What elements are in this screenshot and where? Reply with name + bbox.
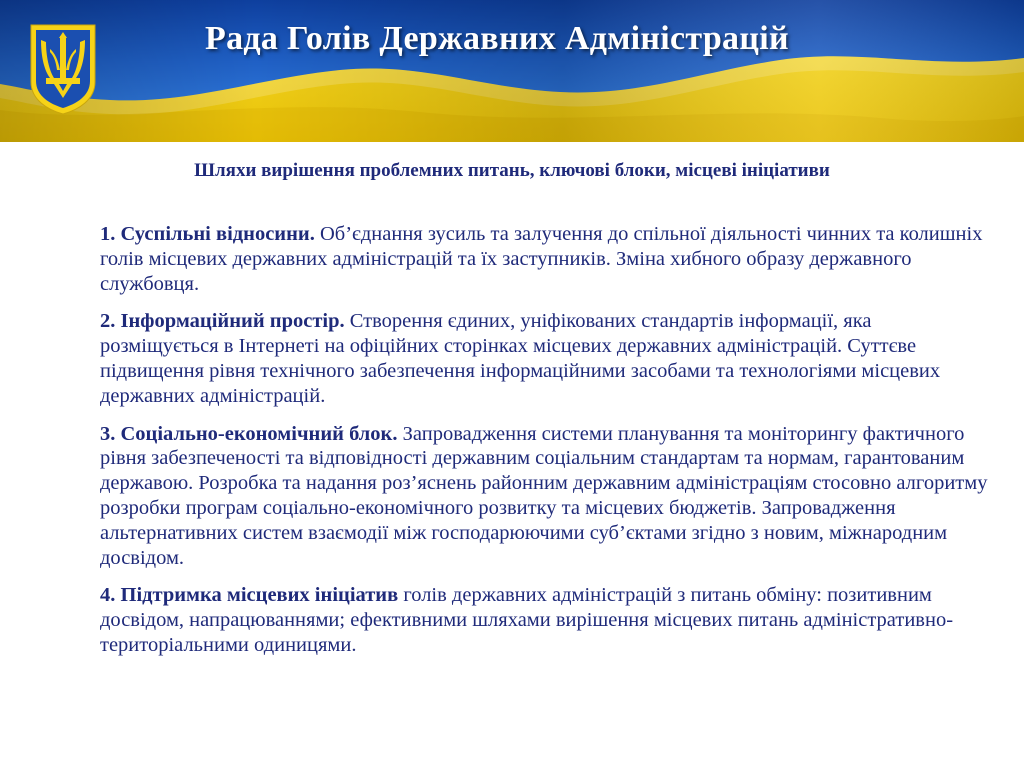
header-banner: [0, 0, 1024, 142]
item-body: Запровадження системи планування та моніторингу фактичного рівня забезпеченості та відповідності державним соціальним стандартам та нормам, гарантованим державою. Розробка та надання роз’яснень районним державним адміністраціям стосовно алгоритму розробки програм соціально-економічного розвитку та місцевих бюджетів. Запровадження альтернативних систем взаємодії між господарюючими суб’єктами згідно з новим, міжнародним досвідом.: [100, 422, 988, 569]
list-item: [100, 222, 990, 296]
item-body: голів державних адміністрацій з питань обміну: позитивним досвідом, напрацюваннями; ефективними шляхами вирішення місцевих питань адміністративно-територіальними одиницями.: [100, 584, 954, 656]
content-list: [100, 222, 990, 671]
item-body: Створення єдиних, уніфікованих стандартів інформації, яка розміщується в Інтернеті на офіційних сторінках місцевих державних адміністрацій. Суттєве підвищення рівня технічного забезпечення інформаційними засобами та технологіями місцевих державних адміністрацій.: [100, 310, 941, 407]
slide-subtitle: Шляхи вирішення проблемних питань, ключові блоки, місцеві ініціативи: [194, 160, 830, 181]
list-item: [100, 583, 990, 657]
item-heading: 2. Інформаційний простір.: [100, 310, 345, 333]
page-title: Рада Голів Державних Адміністрацій: [205, 20, 789, 57]
list-item: [100, 309, 990, 408]
trident-coat-of-arms-icon: [28, 22, 98, 116]
list-item: [100, 422, 990, 571]
item-heading: 3. Соціально-економічний блок.: [100, 422, 398, 445]
item-heading: 4. Підтримка місцевих ініціатив: [100, 584, 399, 607]
item-body: Об’єднання зусиль та залучення до спільної діяльності чинних та колишніх голів місцевих державних адміністрацій та їх заступників. Зміна хибного образу державного службовця.: [100, 223, 983, 295]
item-heading: 1. Суспільні відносини.: [100, 223, 315, 245]
